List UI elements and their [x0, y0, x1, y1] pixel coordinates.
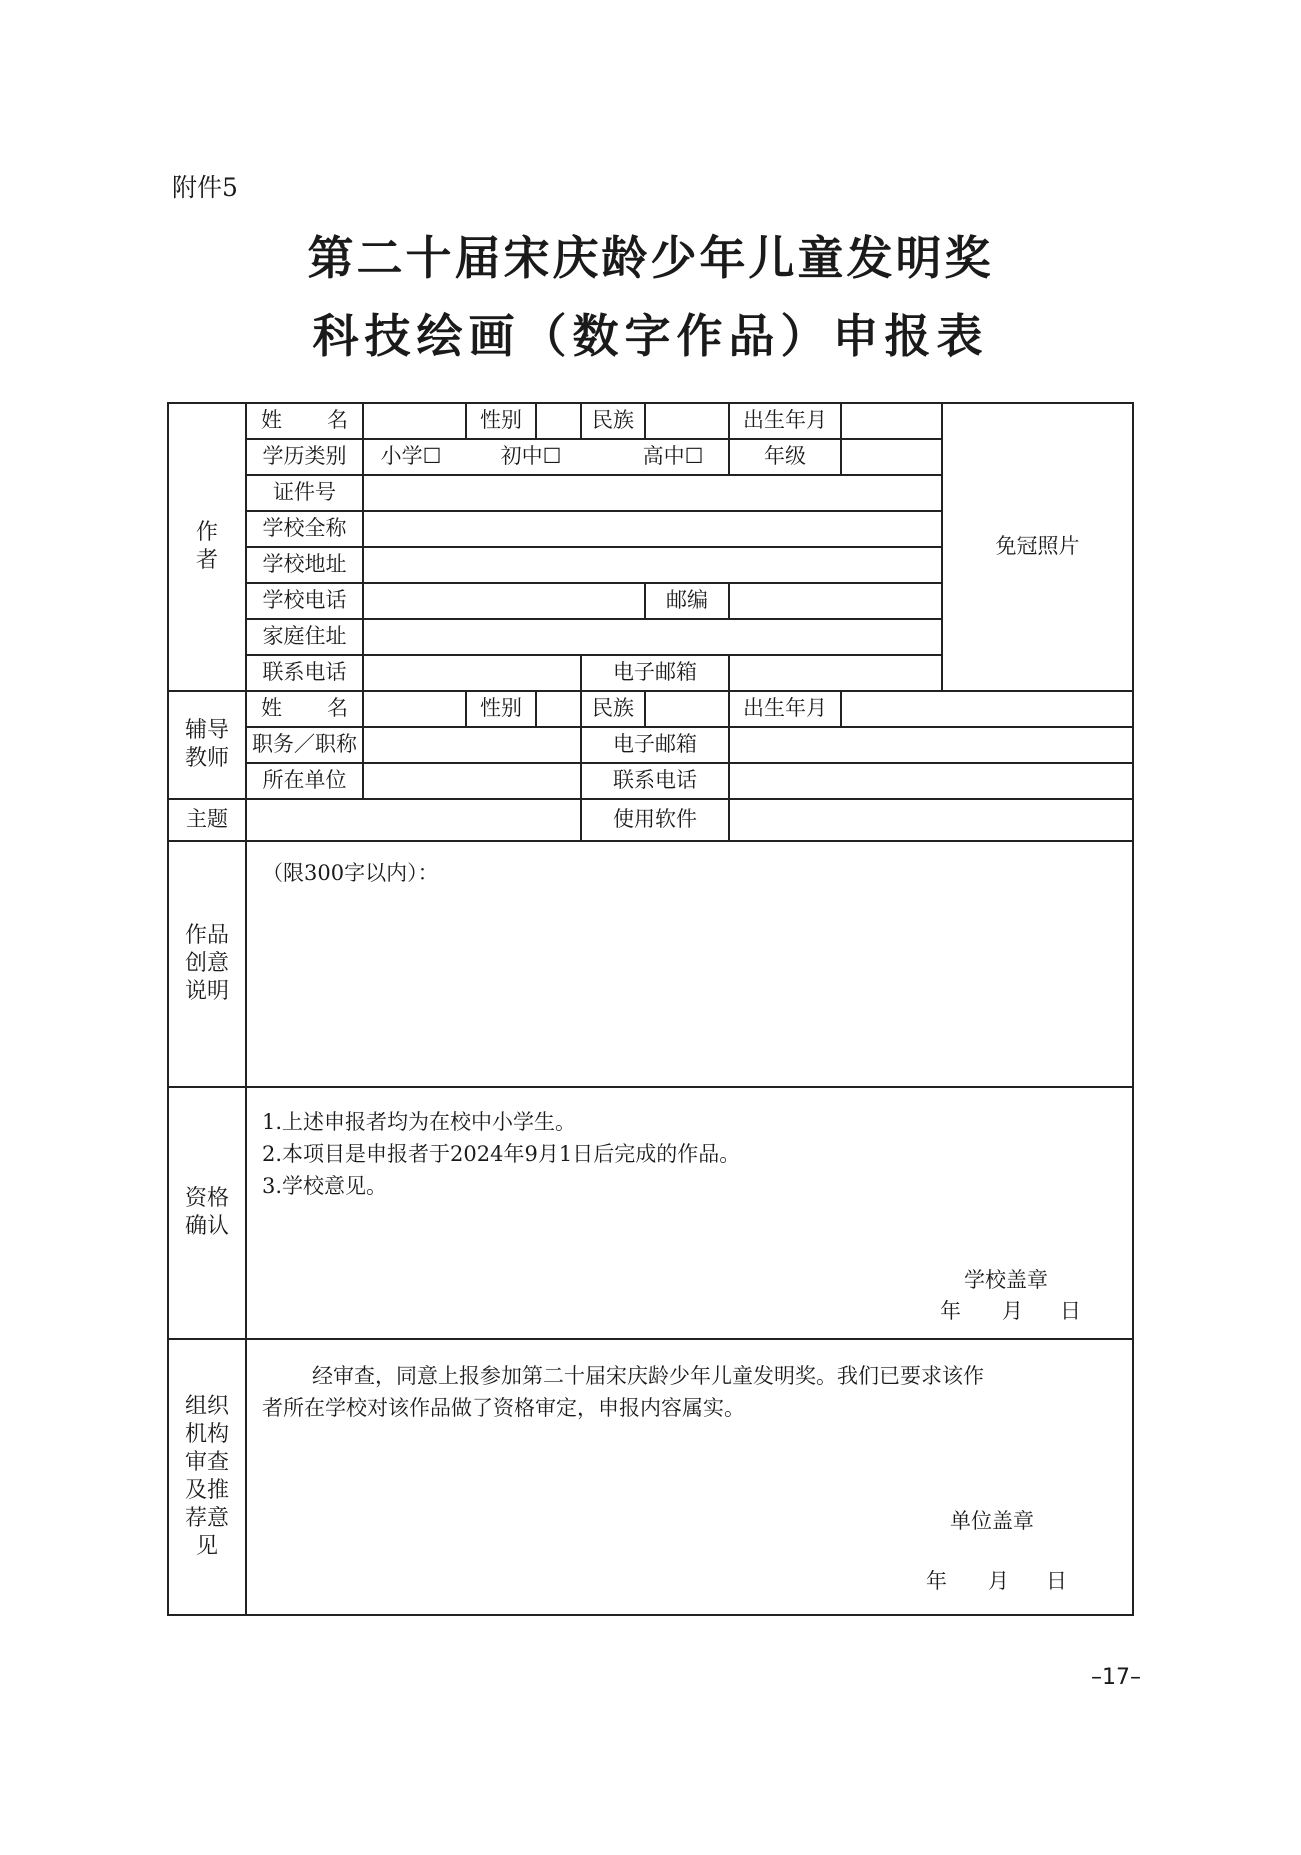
review-text-line2: 者所在学校对该作品做了资格审定，申报内容属实。	[262, 1396, 745, 1420]
theme-input[interactable]	[247, 800, 580, 840]
author-email-input[interactable]	[730, 656, 941, 690]
tutor-phone-label: 联系电话	[613, 768, 697, 793]
software-label: 使用软件	[613, 807, 697, 832]
author-gender-input[interactable]	[537, 404, 580, 438]
tutor-gender-label: 性别	[480, 696, 522, 721]
author-ethnicity-label: 民族	[592, 408, 634, 433]
author-id-label: 证件号	[273, 480, 336, 505]
unit-date-month: 月	[988, 1569, 1009, 1593]
qualification-item-2: 2.本项目是申报者于2024年9月1日后完成的作品。	[262, 1142, 741, 1166]
school-address-label: 学校地址	[262, 552, 347, 577]
tutor-name-input[interactable]	[364, 692, 465, 726]
author-name-input[interactable]	[364, 404, 465, 438]
qualification-item-1: 1.上述申报者均为在校中小学生。	[262, 1110, 577, 1134]
author-edu-label: 学历类别	[262, 444, 347, 469]
tutor-email-input[interactable]	[730, 728, 1132, 762]
tutor-phone-input[interactable]	[730, 764, 1132, 798]
tutor-title-input[interactable]	[364, 728, 580, 762]
author-grade-label: 年级	[764, 444, 806, 469]
school-date-year: 年	[940, 1299, 961, 1323]
author-birth-label: 出生年月	[743, 408, 827, 433]
school-phone-input[interactable]	[364, 584, 644, 618]
school-date-month: 月	[1002, 1299, 1023, 1323]
tutor-email-label: 电子邮箱	[613, 732, 697, 757]
author-phone-label: 联系电话	[262, 660, 347, 685]
author-phone-input[interactable]	[364, 656, 580, 690]
tutor-name-label: 姓 名	[261, 696, 348, 721]
school-name-label: 学校全称	[262, 516, 347, 541]
attachment-label: 附件5	[172, 173, 238, 202]
review-text-line1: 经审查，同意上报参加第二十届宋庆龄少年儿童发明奖。我们已要求该作	[312, 1364, 984, 1388]
edu-junior-checkbox[interactable]: 初中☐	[500, 444, 562, 469]
tutor-birth-label: 出生年月	[743, 696, 827, 721]
edu-primary-checkbox[interactable]: 小学☐	[380, 444, 442, 469]
home-address-input[interactable]	[364, 620, 941, 654]
tutor-gender-input[interactable]	[537, 692, 580, 726]
form-title-line1: 第二十届宋庆龄少年儿童发明奖	[307, 231, 994, 285]
school-address-input[interactable]	[364, 548, 941, 582]
home-address-label: 家庭住址	[262, 624, 347, 649]
software-input[interactable]	[730, 800, 1132, 840]
page-number: –17–	[1091, 1665, 1141, 1690]
tutor-ethnicity-label: 民族	[592, 696, 634, 721]
author-gender-label: 性别	[480, 408, 522, 433]
tutor-title-label: 职务／职称	[252, 732, 357, 757]
school-date-day: 日	[1060, 1299, 1081, 1323]
author-name-label: 姓 名	[261, 408, 348, 433]
edu-senior-checkbox[interactable]: 高中☐	[642, 444, 704, 469]
theme-label: 主题	[186, 807, 228, 832]
unit-stamp-label: 单位盖章	[950, 1509, 1034, 1533]
school-name-input[interactable]	[364, 512, 941, 546]
school-phone-label: 学校电话	[262, 588, 347, 613]
qualification-item-3: 3.学校意见。	[262, 1174, 388, 1198]
description-hint: （限300字以内）：	[262, 861, 439, 885]
tutor-unit-input[interactable]	[364, 764, 580, 798]
author-ethnicity-input[interactable]	[646, 404, 728, 438]
unit-date-year: 年	[926, 1569, 947, 1593]
description-section-label: 作品 创意 说明	[184, 923, 229, 1004]
author-email-label: 电子邮箱	[613, 660, 697, 685]
author-id-input[interactable]	[364, 476, 941, 510]
tutor-unit-label: 所在单位	[262, 768, 347, 793]
form-title-line2: 科技绘画（数字作品）申报表	[312, 309, 989, 363]
author-birth-input[interactable]	[842, 404, 941, 438]
tutor-section-label: 辅导 教师	[184, 718, 229, 771]
description-textarea[interactable]	[247, 892, 1132, 1086]
tutor-birth-input[interactable]	[842, 692, 1132, 726]
author-grade-input[interactable]	[842, 440, 941, 474]
postcode-input[interactable]	[730, 584, 941, 618]
review-section-label: 组织 机构 审查 及推 荐意 见	[184, 1394, 229, 1559]
school-stamp-label: 学校盖章	[964, 1268, 1048, 1292]
qualification-section-label: 资格 确认	[184, 1186, 229, 1239]
tutor-ethnicity-input[interactable]	[646, 692, 728, 726]
author-section-label: 作 者	[195, 520, 218, 573]
unit-date-day: 日	[1046, 1569, 1067, 1593]
photo-placeholder[interactable]: 免冠照片	[995, 534, 1080, 559]
postcode-label: 邮编	[666, 588, 708, 613]
